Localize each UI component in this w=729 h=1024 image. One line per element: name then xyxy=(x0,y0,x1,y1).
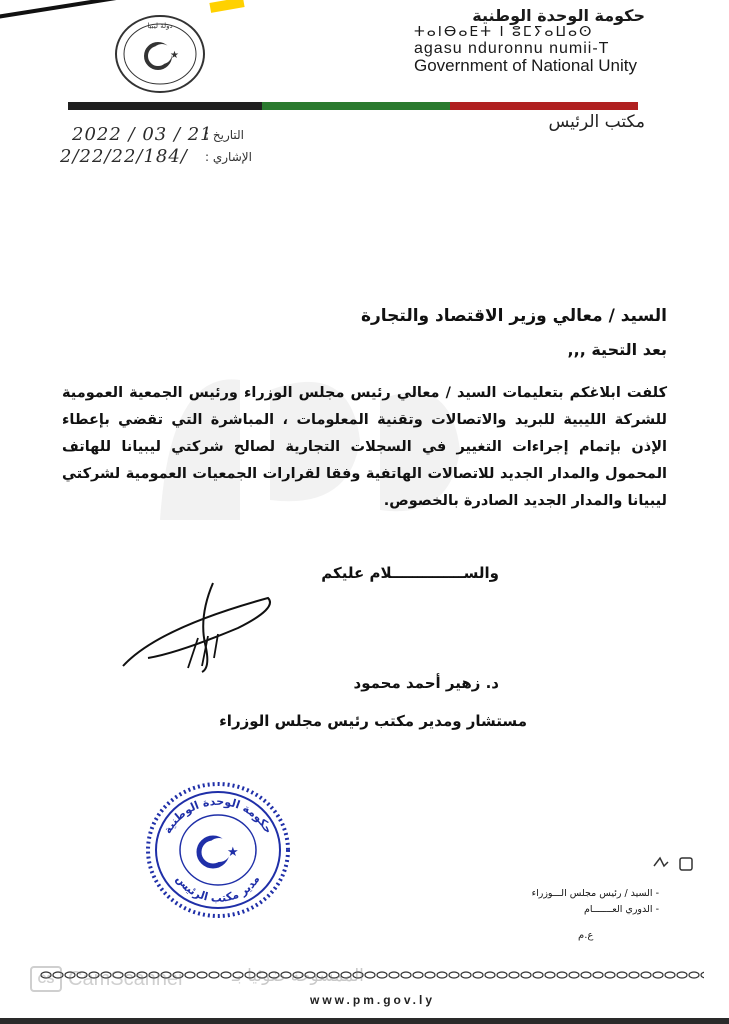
official-stamp xyxy=(143,780,293,920)
seal-top-caption: دولة ليبيا xyxy=(147,22,173,30)
handwritten-signature xyxy=(118,578,278,673)
government-name-tifinagh: ⵜⴰⵏⴱⴰⴹⵜ ⵏ ⵓⵎⵢⴰⵡⴰⵙ xyxy=(414,24,594,40)
svg-text:★: ★ xyxy=(170,50,179,61)
cc-list xyxy=(532,886,659,918)
greeting-line: بعد التحية ,,, xyxy=(567,340,667,359)
reference-value: 2/22/22/184/ xyxy=(60,146,188,167)
date-value: 2022 / 03 / 21 xyxy=(72,124,213,145)
closing-salutation: والســــــــــــــلام عليكم xyxy=(321,564,499,582)
government-name-amazigh: agasu nduronnu numii-T xyxy=(414,40,610,57)
camscanner-watermark xyxy=(30,966,185,992)
recipient-line: السيد / معالي وزير الاقتصاد والتجارة xyxy=(360,306,667,326)
date-label: التاريخ : xyxy=(205,128,245,142)
signer-title: مستشار ومدير مكتب رئيس مجلس الوزراء xyxy=(219,712,527,730)
reference-label: الإشاري : xyxy=(205,150,252,164)
scribble-icons xyxy=(652,852,696,876)
camscanner-label: CamScanner xyxy=(68,967,185,990)
government-name-arabic: حكومة الوحدة الوطنية xyxy=(472,6,645,25)
flag-bar-black xyxy=(68,102,262,110)
cc-item: - الدوري العـــــــام xyxy=(584,904,659,915)
government-seal-top xyxy=(112,12,208,96)
camscanner-arabic-label: الممسوحة ضوئيا بـ xyxy=(232,966,364,986)
office-of-president: مكتب الرئيس xyxy=(548,112,645,132)
cc-item: - السيد / رئيس مجلس الـــوزراء xyxy=(531,888,659,899)
svg-text:★: ★ xyxy=(227,845,239,860)
flag-bar-red xyxy=(450,102,638,110)
stamp-inner-text: مدير مكتب الرئيس xyxy=(173,872,263,905)
cc-code: ع.م xyxy=(578,930,594,941)
decorative-yellow-mark xyxy=(209,0,244,13)
website-url: www.pm.gov.ly xyxy=(310,993,436,1007)
signer-name: د. زهير أحمد محمود xyxy=(353,674,499,692)
stamp-outer-text: حكومة الوحدة الوطنية xyxy=(160,794,276,836)
bottom-edge xyxy=(0,1018,729,1024)
camscanner-logo-icon: CS xyxy=(30,966,62,992)
flag-color-bar xyxy=(68,102,638,110)
government-name-english: Government of National Unity xyxy=(414,56,637,75)
flag-bar-green xyxy=(262,102,450,110)
letter-body: كلفت ابلاغكم بتعليمات السيد / معالي رئيس مجلس الوزراء ورئيس الجمعية العمومية للشركة الليبية للبريد والاتصالات وتقنية المعلومات ، المباشرة التي تقضي بإعطاء الإذن بإتمام إجراءات التغيير في السجلات التجارية لصالح شركتي ليبيانا للهاتف المحمول والمدار الجديد للاتصالات الهاتفية وفقا لقرارات الجمعيات العمومية لشركتي ليبيانا والمدار الجديد الصادرة بالخصوص. xyxy=(62,385,667,509)
